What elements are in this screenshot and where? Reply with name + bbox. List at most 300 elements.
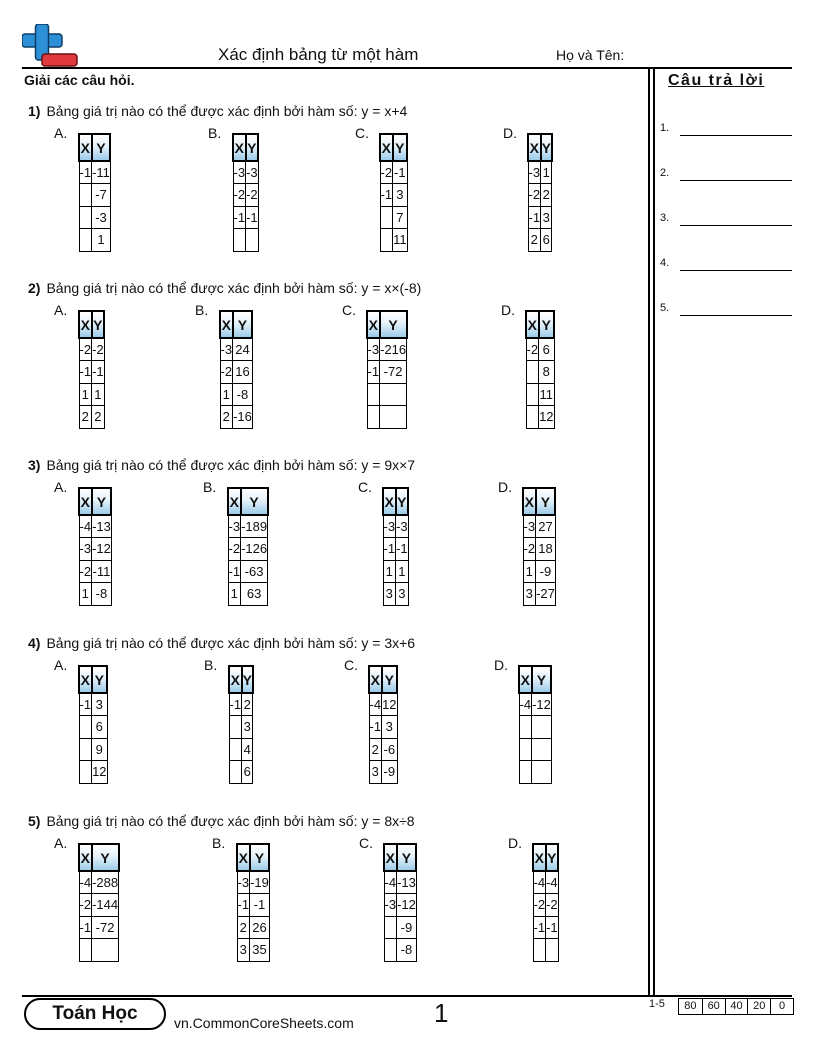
cell-y: -16 xyxy=(233,406,253,429)
cell-y xyxy=(532,738,552,761)
cell-y: -11 xyxy=(92,560,112,583)
table-row xyxy=(523,515,555,538)
value-table xyxy=(379,133,408,252)
answer-number: 4. xyxy=(660,257,670,269)
table-row xyxy=(237,916,269,939)
cell-y: 11 xyxy=(393,229,408,252)
answer-line[interactable] xyxy=(660,257,794,273)
question-1 xyxy=(28,103,407,119)
site-url: vn.CommonCoreSheets.com xyxy=(174,1015,354,1031)
answer-blank[interactable] xyxy=(680,315,792,316)
table-row xyxy=(233,229,258,252)
value-table xyxy=(228,665,254,784)
cell-x: 3 xyxy=(369,761,382,784)
column-header-x: X xyxy=(79,844,92,871)
question-number: 5) xyxy=(28,813,41,829)
table-row xyxy=(384,871,416,894)
answer-line[interactable] xyxy=(660,302,794,318)
cell-y xyxy=(546,939,559,962)
value-table xyxy=(78,310,105,429)
cell-x: -2 xyxy=(79,338,92,361)
cell-x: -4 xyxy=(384,871,397,894)
column-header-y: Y xyxy=(242,666,253,693)
cell-x xyxy=(519,761,532,784)
cell-x: 2 xyxy=(528,229,541,252)
answer-number: 2. xyxy=(660,167,670,179)
table-row xyxy=(384,916,416,939)
value-table xyxy=(78,133,111,252)
cell-y: -8 xyxy=(92,583,112,606)
option-letter: C. xyxy=(358,479,372,495)
cell-x: -3 xyxy=(384,894,397,917)
cell-x xyxy=(367,383,380,406)
table-row xyxy=(228,515,268,538)
value-table xyxy=(382,487,409,606)
cell-y: -12 xyxy=(532,693,552,716)
cell-x: -4 xyxy=(79,515,92,538)
cell-x xyxy=(79,738,92,761)
table-row xyxy=(237,871,269,894)
column-header-x: X xyxy=(79,311,92,338)
column-header-y: Y xyxy=(396,488,409,515)
cell-y: 1 xyxy=(92,229,111,252)
cell-x: -3 xyxy=(233,161,246,184)
cell-x: -1 xyxy=(229,693,242,716)
table-row xyxy=(79,229,110,252)
cell-x xyxy=(79,184,92,207)
table-row xyxy=(367,383,407,406)
table-row xyxy=(383,560,408,583)
cell-y: -1 xyxy=(250,894,270,917)
cell-x xyxy=(519,716,532,739)
table-row xyxy=(519,716,551,739)
column-header-x: X xyxy=(233,134,246,161)
cell-x: 3 xyxy=(523,583,536,606)
cell-y: 18 xyxy=(536,538,556,561)
cell-y: -8 xyxy=(397,939,417,962)
table-row xyxy=(369,738,397,761)
column-header-x: X xyxy=(369,666,382,693)
option-letter: D. xyxy=(503,125,517,141)
column-header-y: Y xyxy=(241,488,268,515)
answer-line[interactable] xyxy=(660,122,794,138)
table-row xyxy=(526,338,554,361)
column-header-x: X xyxy=(79,134,92,161)
question-text: Bảng giá trị nào có thể được xác định bởi hàm số: y = x×(-8) xyxy=(46,280,422,296)
cell-x: 1 xyxy=(383,560,396,583)
option-letter: B. xyxy=(203,479,217,495)
column-header-y: Y xyxy=(92,844,119,871)
column-header-y: Y xyxy=(250,844,270,871)
cell-y: -126 xyxy=(241,538,268,561)
option-letter: C. xyxy=(355,125,369,141)
table-row xyxy=(519,761,551,784)
table-row xyxy=(519,738,551,761)
answer-column-title: Câu trả lời xyxy=(668,72,765,89)
name-label: Họ và Tên: xyxy=(556,47,625,63)
option-letter: A. xyxy=(54,302,68,318)
cell-y: -8 xyxy=(233,383,253,406)
question-4 xyxy=(28,635,415,651)
cell-y: -9 xyxy=(536,560,556,583)
table-row xyxy=(79,184,110,207)
score-cell: 0 xyxy=(770,999,793,1014)
column-header-x: X xyxy=(533,844,546,871)
cell-y xyxy=(532,761,552,784)
cell-x: -3 xyxy=(528,161,541,184)
answer-number: 3. xyxy=(660,212,670,224)
cell-x xyxy=(233,229,246,252)
table-header-row xyxy=(533,844,558,871)
option-letter: C. xyxy=(344,657,358,673)
cell-x: -2 xyxy=(79,560,92,583)
cell-x: -2 xyxy=(533,894,546,917)
column-header-y: Y xyxy=(246,134,259,161)
cell-y: -1 xyxy=(246,206,259,229)
table-row xyxy=(228,538,268,561)
option-letter: C. xyxy=(359,835,373,851)
table-row xyxy=(369,693,397,716)
table-row xyxy=(523,560,555,583)
value-table xyxy=(78,665,108,784)
cell-x: -3 xyxy=(228,515,241,538)
table-row xyxy=(528,161,552,184)
cell-x xyxy=(380,206,393,229)
column-header-y: Y xyxy=(92,666,107,693)
cell-y: 1 xyxy=(541,161,552,184)
cell-x: -1 xyxy=(369,716,382,739)
cell-x: 2 xyxy=(79,406,92,429)
cell-y: -288 xyxy=(92,871,119,894)
cell-y: 16 xyxy=(233,361,253,384)
cell-x: -1 xyxy=(79,693,92,716)
table-row xyxy=(528,229,552,252)
cell-y: -2 xyxy=(546,894,559,917)
cell-y: -11 xyxy=(92,161,111,184)
cell-y: 3 xyxy=(541,206,552,229)
table-row xyxy=(523,583,555,606)
table-header-row xyxy=(79,311,104,338)
question-number: 2) xyxy=(28,280,41,296)
cell-x xyxy=(229,738,242,761)
column-header-x: X xyxy=(229,666,242,693)
option-letter: B. xyxy=(195,302,209,318)
table-row xyxy=(220,338,252,361)
table-row xyxy=(526,361,554,384)
cell-y xyxy=(380,406,407,429)
table-row xyxy=(79,538,111,561)
option-letter: D. xyxy=(508,835,522,851)
cell-x: -2 xyxy=(523,538,536,561)
column-header-x: X xyxy=(383,488,396,515)
table-row xyxy=(380,206,407,229)
answer-blank[interactable] xyxy=(680,225,792,226)
table-row xyxy=(526,383,554,406)
column-header-y: Y xyxy=(380,311,407,338)
table-header-row xyxy=(228,488,268,515)
cell-y: -1 xyxy=(393,161,408,184)
cell-x: -2 xyxy=(233,184,246,207)
cell-y: 26 xyxy=(250,916,270,939)
cell-y: -189 xyxy=(241,515,268,538)
question-3 xyxy=(28,457,415,473)
cell-x: 1 xyxy=(220,383,233,406)
cell-x: -1 xyxy=(228,560,241,583)
cell-y xyxy=(92,939,119,962)
cell-x xyxy=(533,939,546,962)
table-header-row xyxy=(523,488,555,515)
cell-y: -6 xyxy=(382,738,397,761)
cell-x: -3 xyxy=(79,538,92,561)
score-range-label: 1-5 xyxy=(649,998,665,1010)
cell-x: -3 xyxy=(523,515,536,538)
cell-x: -2 xyxy=(79,894,92,917)
cell-x: 1 xyxy=(79,383,92,406)
footer-rule xyxy=(22,995,792,997)
option-letter: A. xyxy=(54,479,68,495)
cell-x: -2 xyxy=(528,184,541,207)
column-header-x: X xyxy=(367,311,380,338)
table-row xyxy=(79,338,104,361)
table-row xyxy=(519,693,551,716)
table-header-row xyxy=(79,488,111,515)
table-row xyxy=(380,161,407,184)
instructions: Giải các câu hỏi. xyxy=(24,72,135,88)
cell-x xyxy=(79,761,92,784)
column-header-y: Y xyxy=(382,666,397,693)
column-header-y: Y xyxy=(532,666,552,693)
cell-x: -2 xyxy=(526,338,539,361)
column-header-x: X xyxy=(519,666,532,693)
cell-x: -3 xyxy=(237,871,250,894)
value-table xyxy=(522,487,556,606)
answer-number: 1. xyxy=(660,122,670,134)
column-header-x: X xyxy=(237,844,250,871)
cell-y: -144 xyxy=(92,894,119,917)
cell-x: -1 xyxy=(237,894,250,917)
table-row xyxy=(384,939,416,962)
table-row xyxy=(220,361,252,384)
score-cell: 40 xyxy=(725,999,748,1014)
table-row xyxy=(228,583,268,606)
question-text: Bảng giá trị nào có thể được xác định bởi hàm số: y = 9x×7 xyxy=(46,457,416,473)
table-row xyxy=(79,206,110,229)
table-row xyxy=(220,406,252,429)
table-row xyxy=(79,939,119,962)
column-header-x: X xyxy=(380,134,393,161)
option-letter: D. xyxy=(498,479,512,495)
cell-x xyxy=(526,383,539,406)
cell-x: -2 xyxy=(380,161,393,184)
answer-line[interactable] xyxy=(660,167,794,183)
cell-y: -9 xyxy=(382,761,397,784)
cell-x: -4 xyxy=(79,871,92,894)
option-letter: A. xyxy=(54,835,68,851)
table-row xyxy=(533,871,558,894)
value-table xyxy=(232,133,259,252)
cell-y: -13 xyxy=(92,515,112,538)
cell-y: 35 xyxy=(250,939,270,962)
cell-x: -1 xyxy=(233,206,246,229)
table-header-row xyxy=(383,488,408,515)
table-row xyxy=(533,916,558,939)
column-header-y: Y xyxy=(233,311,253,338)
plus-minus-logo-icon xyxy=(22,24,78,68)
cell-y: 11 xyxy=(539,383,554,406)
cell-x: -4 xyxy=(533,871,546,894)
table-header-row xyxy=(519,666,551,693)
cell-x: -2 xyxy=(220,361,233,384)
table-row xyxy=(237,939,269,962)
table-row xyxy=(533,939,558,962)
column-divider xyxy=(648,69,650,995)
cell-y: 6 xyxy=(539,338,554,361)
cell-y: 12 xyxy=(382,693,397,716)
cell-x: -4 xyxy=(519,693,532,716)
column-header-y: Y xyxy=(536,488,556,515)
cell-y: -3 xyxy=(246,161,259,184)
table-row xyxy=(79,761,107,784)
table-row xyxy=(229,761,253,784)
cell-x xyxy=(384,916,397,939)
table-row xyxy=(383,538,408,561)
cell-x: 3 xyxy=(237,939,250,962)
cell-x: 1 xyxy=(523,560,536,583)
table-row xyxy=(79,560,111,583)
cell-y: -3 xyxy=(396,515,409,538)
option-letter: A. xyxy=(54,125,68,141)
cell-x: -1 xyxy=(79,161,92,184)
cell-y: 9 xyxy=(92,738,107,761)
question-5 xyxy=(28,813,415,829)
table-row xyxy=(528,184,552,207)
option-letter: B. xyxy=(212,835,226,851)
table-header-row xyxy=(384,844,416,871)
table-row xyxy=(380,229,407,252)
table-row xyxy=(533,894,558,917)
table-row xyxy=(79,383,104,406)
table-row xyxy=(237,894,269,917)
cell-y: 3 xyxy=(242,716,253,739)
cell-y: 1 xyxy=(92,383,105,406)
table-row xyxy=(367,338,407,361)
column-header-x: X xyxy=(526,311,539,338)
option-letter: B. xyxy=(204,657,218,673)
column-header-x: X xyxy=(220,311,233,338)
table-row xyxy=(79,406,104,429)
column-header-y: Y xyxy=(393,134,408,161)
cell-x: -1 xyxy=(383,538,396,561)
table-row xyxy=(79,916,119,939)
answer-line[interactable] xyxy=(660,212,794,228)
table-row xyxy=(79,361,104,384)
cell-y xyxy=(246,229,259,252)
table-row xyxy=(79,716,107,739)
value-table xyxy=(366,310,408,429)
cell-y: -63 xyxy=(241,560,268,583)
column-header-x: X xyxy=(79,488,92,515)
column-header-y: Y xyxy=(546,844,559,871)
column-header-x: X xyxy=(384,844,397,871)
cell-x xyxy=(519,738,532,761)
option-letter: C. xyxy=(342,302,356,318)
question-2 xyxy=(28,280,421,296)
cell-y: 2 xyxy=(541,184,552,207)
cell-y xyxy=(532,716,552,739)
column-divider xyxy=(653,69,655,995)
cell-y: 27 xyxy=(536,515,556,538)
cell-y xyxy=(380,383,407,406)
column-header-y: Y xyxy=(92,134,111,161)
cell-y: -72 xyxy=(380,361,407,384)
option-letter: B. xyxy=(208,125,222,141)
cell-y: 24 xyxy=(233,338,253,361)
cell-y: 3 xyxy=(92,693,107,716)
cell-y: 6 xyxy=(541,229,552,252)
worksheet-title: Xác định bảng từ một hàm xyxy=(218,45,419,64)
cell-x xyxy=(380,229,393,252)
cell-y: -216 xyxy=(380,338,407,361)
cell-y: -13 xyxy=(397,871,417,894)
question-text: Bảng giá trị nào có thể được xác định bởi hàm số: y = 3x+6 xyxy=(46,635,416,651)
value-table xyxy=(236,843,270,962)
option-letter: D. xyxy=(494,657,508,673)
table-header-row xyxy=(526,311,554,338)
cell-x: -3 xyxy=(367,338,380,361)
cell-y: 3 xyxy=(382,716,397,739)
table-row xyxy=(228,560,268,583)
answer-blank[interactable] xyxy=(680,135,792,136)
score-cell: 20 xyxy=(747,999,770,1014)
cell-y: -1 xyxy=(92,361,105,384)
table-header-row xyxy=(79,666,107,693)
cell-y: -27 xyxy=(536,583,556,606)
cell-y: -19 xyxy=(250,871,270,894)
cell-x xyxy=(526,361,539,384)
cell-y: 2 xyxy=(242,693,253,716)
table-row xyxy=(79,161,110,184)
column-header-y: Y xyxy=(541,134,552,161)
cell-x: 1 xyxy=(228,583,241,606)
table-header-row xyxy=(367,311,407,338)
table-row xyxy=(79,515,111,538)
table-header-row xyxy=(79,844,119,871)
cell-y: 12 xyxy=(539,406,554,429)
cell-x: -1 xyxy=(79,916,92,939)
table-row xyxy=(233,184,258,207)
cell-x xyxy=(79,229,92,252)
table-row xyxy=(380,184,407,207)
answer-blank[interactable] xyxy=(680,180,792,181)
value-table xyxy=(525,310,555,429)
value-table xyxy=(78,487,112,606)
table-row xyxy=(79,583,111,606)
cell-y: -12 xyxy=(92,538,112,561)
answer-blank[interactable] xyxy=(680,270,792,271)
table-row xyxy=(229,738,253,761)
cell-y: -7 xyxy=(92,184,111,207)
table-header-row xyxy=(528,134,552,161)
cell-y: -1 xyxy=(546,916,559,939)
cell-x xyxy=(79,716,92,739)
cell-y: -9 xyxy=(397,916,417,939)
table-row xyxy=(369,761,397,784)
column-header-x: X xyxy=(79,666,92,693)
header-rule xyxy=(22,67,792,69)
value-table xyxy=(527,133,553,252)
cell-x xyxy=(384,939,397,962)
cell-x: 3 xyxy=(383,583,396,606)
